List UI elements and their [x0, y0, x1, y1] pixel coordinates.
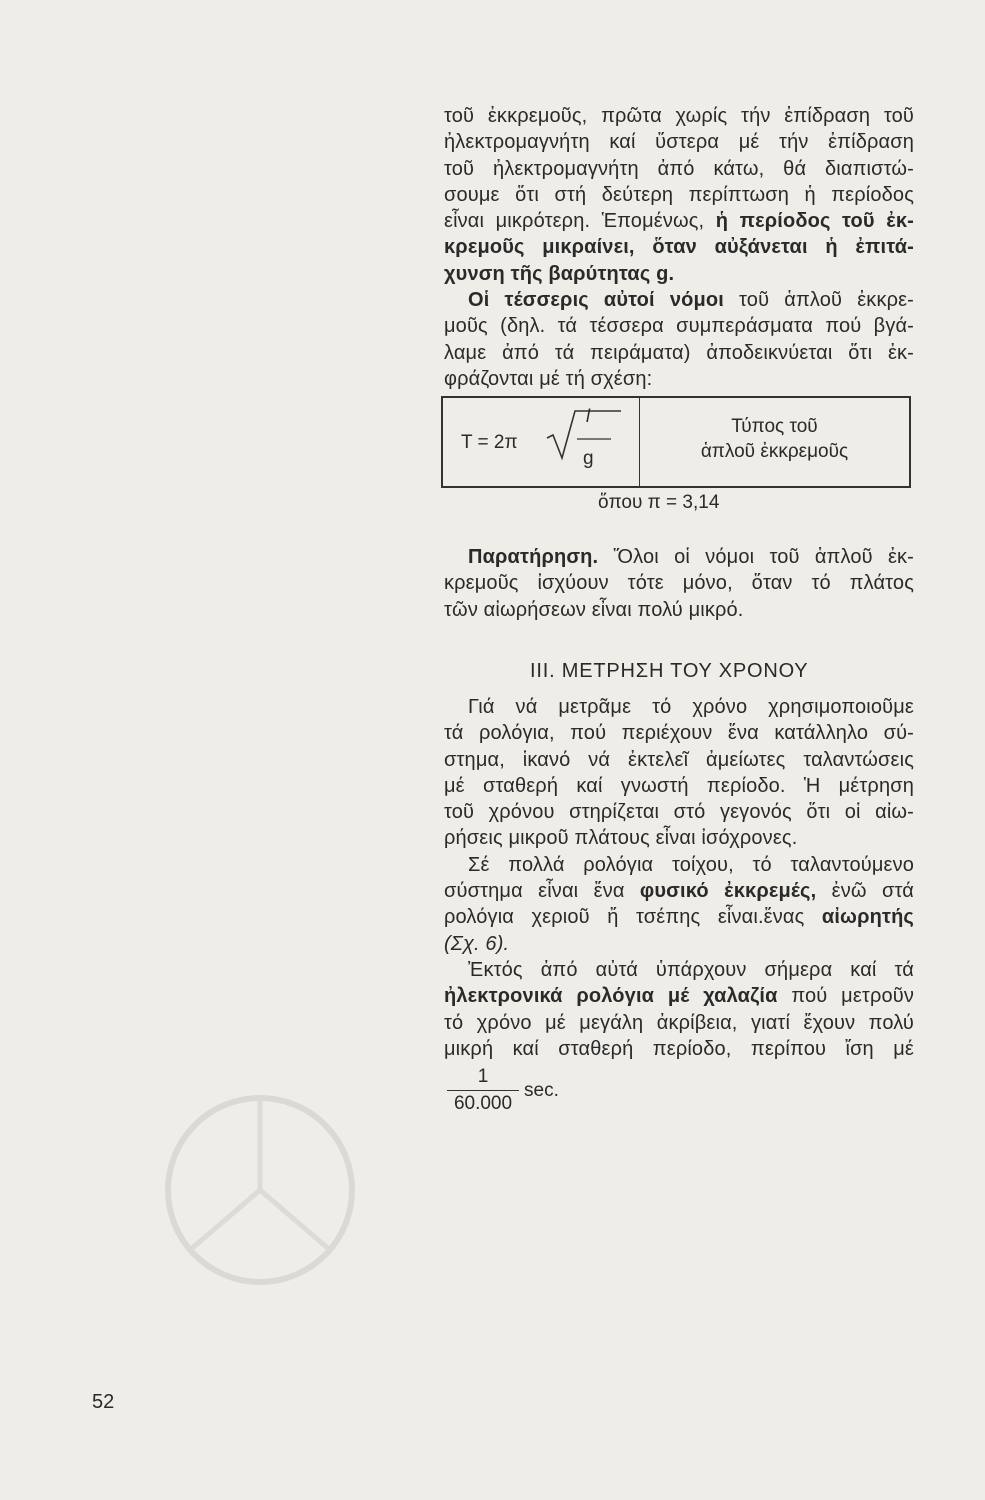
- text-line: [444, 234, 914, 260]
- formula-numerator: l: [586, 406, 590, 426]
- text-line: [444, 287, 914, 313]
- text-run: πού μετροῦν: [777, 985, 914, 1008]
- formula-expression: [443, 398, 639, 486]
- text-line: [444, 544, 914, 570]
- italic-run: (Σχ. 6).: [444, 932, 510, 955]
- text-line: λαμε ἀπό τά πειράματα) ἀποδεικνύεται ὅτι ἐκ-: [444, 341, 914, 364]
- text-line: [444, 208, 914, 234]
- bold-run: Παρατήρηση.: [468, 546, 599, 568]
- text-line: [444, 931, 914, 957]
- text-line: μέ σταθερή καί γνωστή περίοδο. Ἡ μέτρηση: [444, 774, 914, 797]
- caption-line: Τύπος τοῦ: [731, 416, 818, 437]
- bold-run: Οἱ τέσσερις αὐτοί νόμοι: [468, 289, 724, 312]
- bleed-through-figure: [150, 1060, 370, 1310]
- text-line: τοῦ ἐκκρεμοῦς, πρῶτα χωρίς τήν ἐπίδραση τοῦ: [444, 105, 914, 127]
- text-line: στημα, ἱκανό νά ἐκτελεῖ ἀμείωτες ταλαντώσεις: [444, 748, 914, 771]
- section-heading: ΙΙΙ. ΜΕΤΡΗΣΗ ΤΟΥ ΧΡΟΝΟΥ: [530, 660, 809, 682]
- text-line: τά ρολόγια, πού περιέχουν ἕνα κατάλληλο σύ-: [444, 722, 914, 745]
- caption-line: ἁπλοῦ ἐκκρεμοῦς: [700, 441, 849, 462]
- text-line: τό χρόνο μέ μεγάλη ἀκρίβεια, γιατί ἔχουν πολύ: [444, 1011, 914, 1034]
- bold-run: χυνση τῆς βαρύτητας g.: [444, 262, 675, 285]
- text-line: [444, 904, 914, 930]
- bold-run: αἰωρητής: [821, 906, 914, 929]
- text-line: τοῦ ἠλεκτρομαγνήτη ἀπό κάτω, θά διαπιστώ-: [444, 157, 914, 180]
- text-line: [444, 983, 914, 1009]
- text-line: μοῦς (δηλ. τά τέσσερα συμπεράσματα πού βγά-: [444, 315, 914, 338]
- fraction-numerator: 1: [477, 1066, 489, 1087]
- observation-paragraph: [444, 544, 914, 623]
- formula-denominator: g: [583, 448, 594, 469]
- text-line: κρεμοῦς ἰσχύουν τότε μόνο, ὅταν τό πλάτος: [444, 572, 914, 595]
- pendulum-formula-box: [441, 396, 911, 488]
- bold-run: ἡ περίοδος τοῦ ἐκ-: [715, 210, 914, 233]
- formula-caption: [640, 398, 909, 486]
- text-line: φράζονται μέ τή σχέση:: [444, 367, 653, 390]
- unit-label: sec.: [524, 1080, 559, 1101]
- text-line: τῶν αἰωρήσεων εἶναι πολύ μικρό.: [444, 598, 744, 621]
- bold-run: ἠλεκτρονικά ρολόγια μέ χαλαζία: [444, 985, 778, 1008]
- time-measurement-paragraph: [444, 694, 914, 1062]
- text-run: εἶναι μικρότερη. Ἑπομένως,: [444, 210, 716, 233]
- intro-paragraph: [444, 103, 914, 392]
- text-line: σουμε ὅτι στή δεύτερη περίπτωση ἡ περίοδος: [444, 183, 914, 206]
- text-line: Ἐκτός ἀπό αὐτά ὑπάρχουν σήμερα καί τά: [468, 958, 914, 981]
- fraction-bar: [447, 1090, 519, 1091]
- text-line: [444, 878, 914, 904]
- period-fraction: [447, 1066, 519, 1115]
- text-run: ἐνῶ στά: [816, 880, 914, 903]
- text-run: τοῦ ἁπλοῦ ἐκκρε-: [723, 289, 914, 312]
- text-line: ἠλεκτρομαγνήτη καί ὕστερα μέ τήν ἐπίδραση: [444, 131, 914, 154]
- text-line: ρήσεις μικροῦ πλάτους εἶναι ἰσόχρονες.: [444, 827, 798, 850]
- text-run: σύστημα εἶναι ἕνα: [444, 880, 640, 903]
- text-line: Σέ πολλά ρολόγια τοίχου, τό ταλαντούμενο: [468, 853, 914, 876]
- text-line: Γιά νά μετρᾶμε τό χρόνο χρησιμοποιοῦμε: [468, 696, 914, 718]
- text-run: ρολόγια χεριοῦ ἤ τσέπης εἶναι.ἕνας: [444, 906, 822, 929]
- text-run: Ὅλοι οἱ νόμοι τοῦ ἁπλοῦ ἐκ-: [598, 546, 914, 568]
- formula-lhs: T = 2π: [461, 432, 518, 453]
- page-number: 52: [92, 1391, 115, 1413]
- text-line: μικρή καί σταθερή περίοδο, περίπου ἴση μέ: [444, 1037, 914, 1060]
- bold-run: φυσικό ἐκκρεμές,: [639, 880, 817, 903]
- text-line: [444, 261, 914, 287]
- bold-run: κρεμοῦς μικραίνει, ὅταν αὐξάνεται ἡ ἐπιτά-: [444, 236, 914, 259]
- fraction-denominator: 60.000: [453, 1093, 513, 1114]
- pi-value-note: ὅπου π = 3,14: [598, 492, 720, 513]
- text-line: τοῦ χρόνου στηρίζεται στό γεγονός ὅτι οἱ αἰω-: [444, 801, 914, 824]
